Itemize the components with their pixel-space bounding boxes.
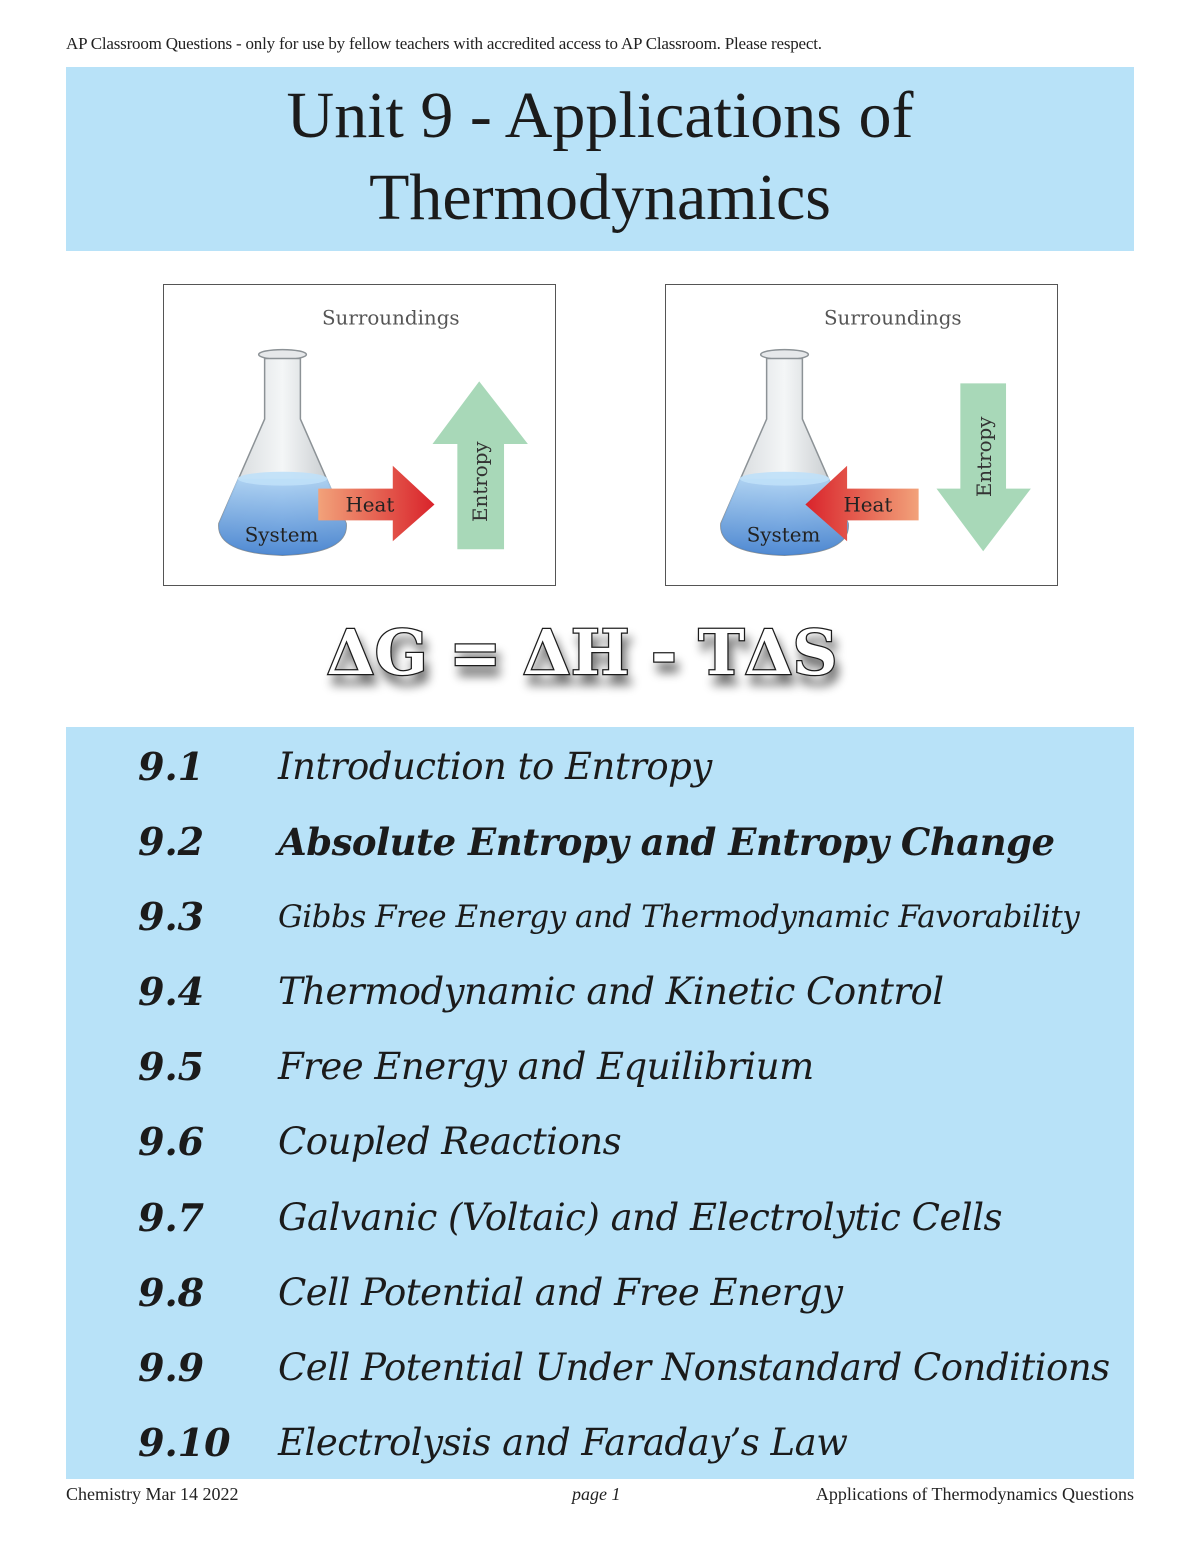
topic-title: Gibbs Free Energy and Thermodynamic Favorability: [278, 899, 1080, 935]
topic-title: Galvanic (Voltaic) and Electrolytic Cells: [278, 1196, 1003, 1239]
surroundings-label: Surroundings: [321, 306, 460, 330]
heat-label: Heat: [843, 493, 893, 517]
topic-item: [66, 737, 1134, 797]
title-band: [66, 67, 1134, 251]
topic-title: Cell Potential Under Nonstandard Conditions: [278, 1346, 1110, 1389]
footer-page-number: page 1: [572, 1484, 621, 1504]
entropy-label: Entropy: [469, 441, 493, 523]
topic-title: Cell Potential and Free Energy: [278, 1271, 843, 1314]
topic-item: [66, 887, 1134, 947]
title-line-2: Thermodynamics: [369, 161, 831, 234]
flask-diagram-endothermic: [666, 285, 1057, 585]
topic-title: Free Energy and Equilibrium: [278, 1045, 814, 1088]
system-label: System: [244, 523, 319, 547]
gibbs-equation: [0, 612, 1200, 702]
figure-endothermic: [665, 284, 1058, 586]
topics-band: [66, 727, 1134, 1479]
topic-number: 9.9: [138, 1345, 205, 1390]
topic-title: Absolute Entropy and Entropy Change: [278, 820, 1055, 864]
topic-number: 9.1: [138, 744, 205, 789]
topic-item: [66, 1188, 1134, 1248]
topic-item: [66, 962, 1134, 1022]
topic-item: [66, 1112, 1134, 1172]
topic-number: 9.6: [138, 1119, 205, 1164]
topic-item: [66, 1338, 1134, 1398]
topic-title: Thermodynamic and Kinetic Control: [278, 970, 944, 1013]
topic-number: 9.4: [138, 969, 205, 1014]
topic-number: 9.10: [138, 1420, 231, 1465]
topic-number: 9.3: [138, 894, 205, 939]
topic-number: 9.2: [138, 819, 205, 864]
topic-title: Electrolysis and Faraday’s Law: [278, 1421, 848, 1464]
topic-item: [66, 812, 1134, 872]
topic-item: [66, 1263, 1134, 1323]
entropy-label: Entropy: [973, 416, 997, 498]
system-label: System: [746, 523, 821, 547]
flask-diagram-exothermic: [164, 285, 555, 585]
equation-text: ΔG = ΔH - TΔS: [326, 616, 838, 689]
heat-label: Heat: [345, 493, 395, 517]
figure-exothermic: [163, 284, 556, 586]
topic-item: [66, 1037, 1134, 1097]
surroundings-label: Surroundings: [823, 306, 962, 330]
topic-title: Coupled Reactions: [278, 1120, 622, 1163]
topic-number: 9.7: [138, 1195, 205, 1240]
topic-number: 9.8: [138, 1270, 205, 1315]
topic-number: 9.5: [138, 1044, 205, 1089]
topic-title: Introduction to Entropy: [278, 745, 712, 788]
footer-left: Chemistry Mar 14 2022: [66, 1484, 239, 1504]
footer-right: Applications of Thermodynamics Questions: [815, 1484, 1134, 1504]
title-line-1: Unit 9 - Applications of: [286, 79, 914, 152]
topic-item: [66, 1413, 1134, 1473]
header-note: AP Classroom Questions - only for use by fellow teachers with accredited access to AP Classroom. Please respect.: [66, 34, 822, 53]
